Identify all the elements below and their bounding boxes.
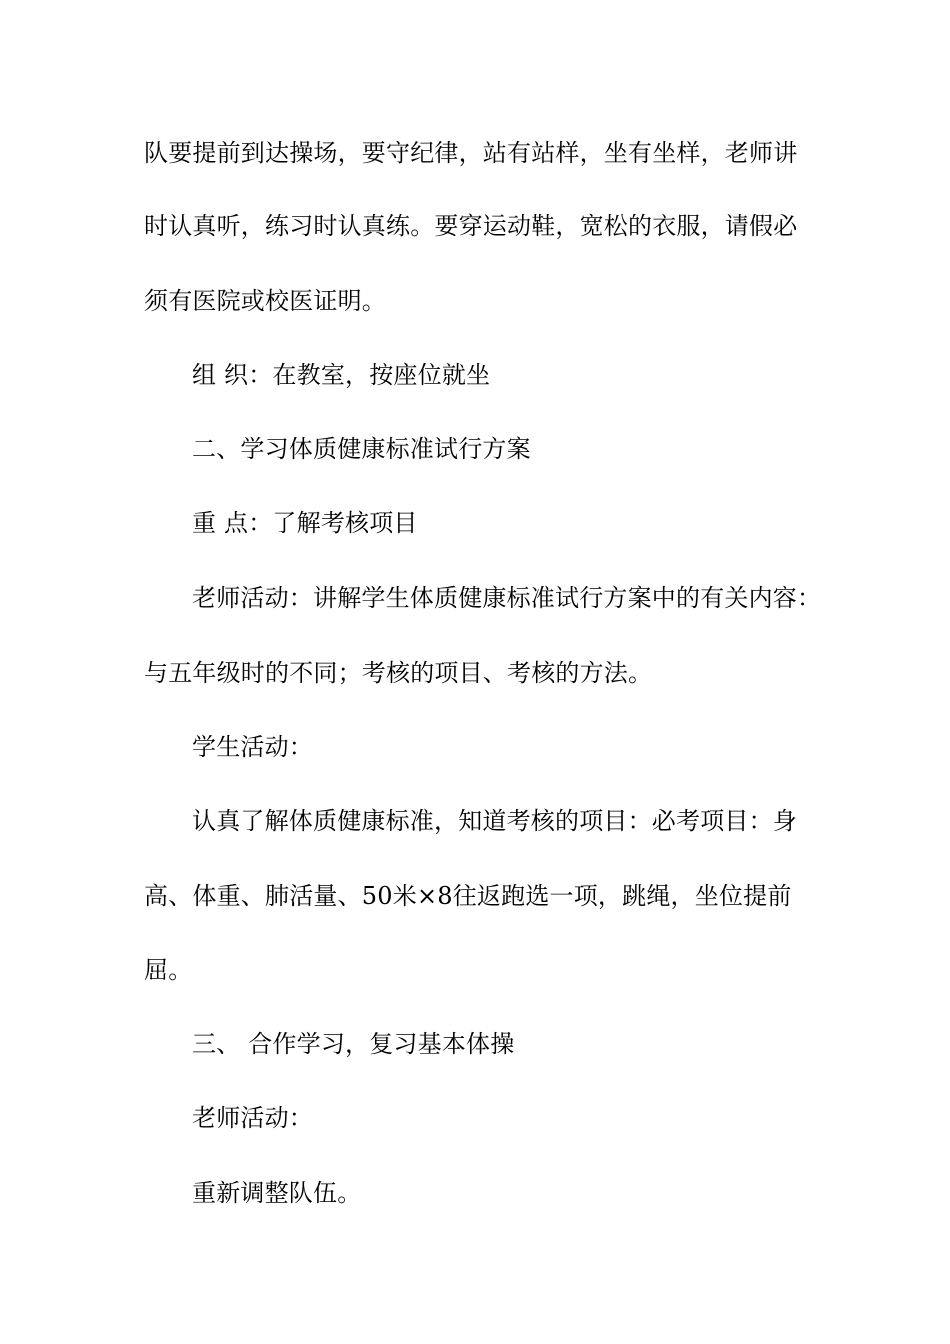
section-heading-2: 二、学习体质健康标准试行方案 <box>192 435 531 463</box>
teacher-activity-line: 老师活动：讲解学生体质健康标准试行方案中的有关内容： <box>192 584 822 612</box>
organization-line: 组 织：在教室，按座位就坐 <box>192 361 491 389</box>
teacher-activity-label: 老师活动： <box>192 1104 313 1132</box>
student-activity-line-2: 高、体重、肺活量、50米×8往返跑选一项，跳绳，坐位提前 <box>144 882 792 910</box>
student-activity-line-1: 认真了解体质健康标准，知道考核的项目：必考项目：身 <box>192 807 797 835</box>
paragraph-line-3: 须有医院或校医证明。 <box>144 287 386 315</box>
teacher-activity-continuation: 与五年级时的不同；考核的项目、考核的方法。 <box>144 659 653 687</box>
paragraph-line-1: 队要提前到达操场，要守纪律，站有站样，坐有坐样，老师讲 <box>144 139 798 167</box>
paragraph-line-2: 时认真听，练习时认真练。要穿运动鞋，宽松的衣服，请假必 <box>144 212 798 240</box>
student-activity-line-3: 屈。 <box>144 956 193 984</box>
student-activity-label: 学生活动： <box>192 733 313 761</box>
key-point-line: 重 点：了解考核项目 <box>192 509 418 537</box>
section-heading-3: 三、 合作学习，复习基本体操 <box>192 1030 515 1058</box>
regroup-line: 重新调整队伍。 <box>192 1179 362 1207</box>
